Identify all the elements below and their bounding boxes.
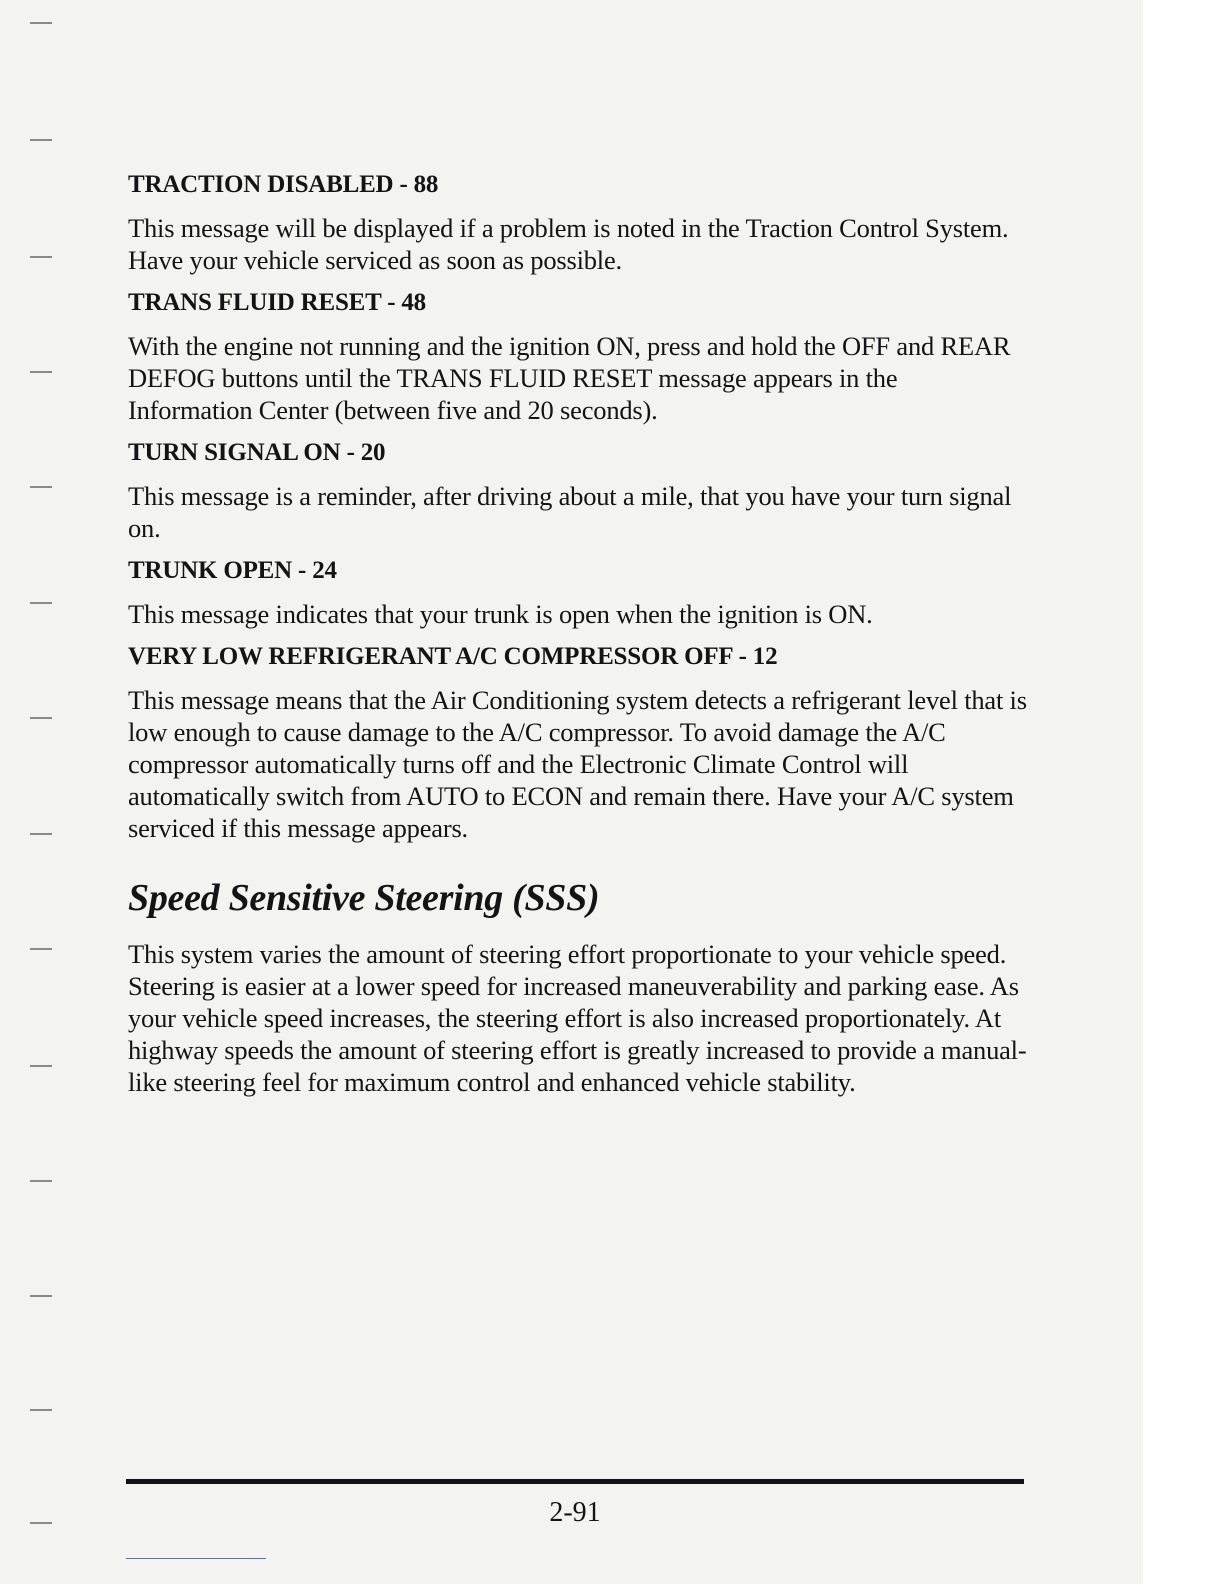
message-heading-trans-fluid-reset: TRANS FLUID RESET - 48 xyxy=(128,289,426,316)
section-title-speed-sensitive-steering: Speed Sensitive Steering (SSS) xyxy=(128,877,600,919)
binding-tick-mark xyxy=(30,1295,52,1297)
binding-tick-mark xyxy=(30,139,52,141)
section-body-speed-sensitive-steering: This system varies the amount of steering effort proportionate to your vehicle speed. Steering is easier at a lower speed for increased maneuverability and parking ease. As your vehicle speed increases, the steering effort is also increased proportionately. At highway speeds the amount of steering effort is greatly increased to provide a manual-like steering feel for maximum control and enhanced vehicle stability. xyxy=(128,939,1027,1097)
binding-tick-mark xyxy=(30,1409,52,1411)
message-body-trunk-open: This message indicates that your trunk is open when the ignition is ON. xyxy=(128,599,873,629)
binding-tick-mark xyxy=(30,486,52,488)
binding-tick-mark xyxy=(30,717,52,719)
message-body-traction-disabled: This message will be displayed if a problem is noted in the Traction Control System. Have your vehicle serviced as soon as possible. xyxy=(128,213,1009,275)
page-number: 2-91 xyxy=(549,1497,601,1528)
binding-tick-mark xyxy=(30,371,52,373)
scan-underline-mark xyxy=(126,1558,266,1559)
binding-tick-mark xyxy=(30,602,52,604)
message-heading-very-low-refrigerant: VERY LOW REFRIGERANT A/C COMPRESSOR OFF - 12 xyxy=(128,643,778,670)
message-heading-traction-disabled: TRACTION DISABLED - 88 xyxy=(128,171,439,198)
binding-tick-mark xyxy=(30,256,52,258)
binding-tick-mark xyxy=(30,1065,52,1067)
binding-tick-mark xyxy=(30,1180,52,1182)
page-content xyxy=(128,168,1028,1108)
message-body-trans-fluid-reset: With the engine not running and the ignition ON, press and hold the OFF and REAR DEFOG buttons until the TRANS FLUID RESET message appears in the Information Center (between five and 20 seconds). xyxy=(128,331,1011,425)
message-body-very-low-refrigerant: This message means that the Air Conditioning system detects a refrigerant level that is low enough to cause damage to the A/C compressor. To avoid damage the A/C compressor automatically turns off and the Electronic Climate Control will automatically switch from AUTO to ECON and remain there. Have your A/C system serviced if this message appears. xyxy=(128,685,1027,843)
binding-tick-mark xyxy=(30,948,52,950)
message-heading-turn-signal-on: TURN SIGNAL ON - 20 xyxy=(128,439,386,466)
binding-tick-mark xyxy=(30,833,52,835)
binding-tick-mark xyxy=(30,1522,52,1524)
footer-rule xyxy=(126,1479,1024,1484)
binding-tick-mark xyxy=(30,22,52,24)
message-heading-trunk-open: TRUNK OPEN - 24 xyxy=(128,557,337,584)
message-body-turn-signal-on: This message is a reminder, after driving about a mile, that you have your turn signal on. xyxy=(128,481,1012,543)
